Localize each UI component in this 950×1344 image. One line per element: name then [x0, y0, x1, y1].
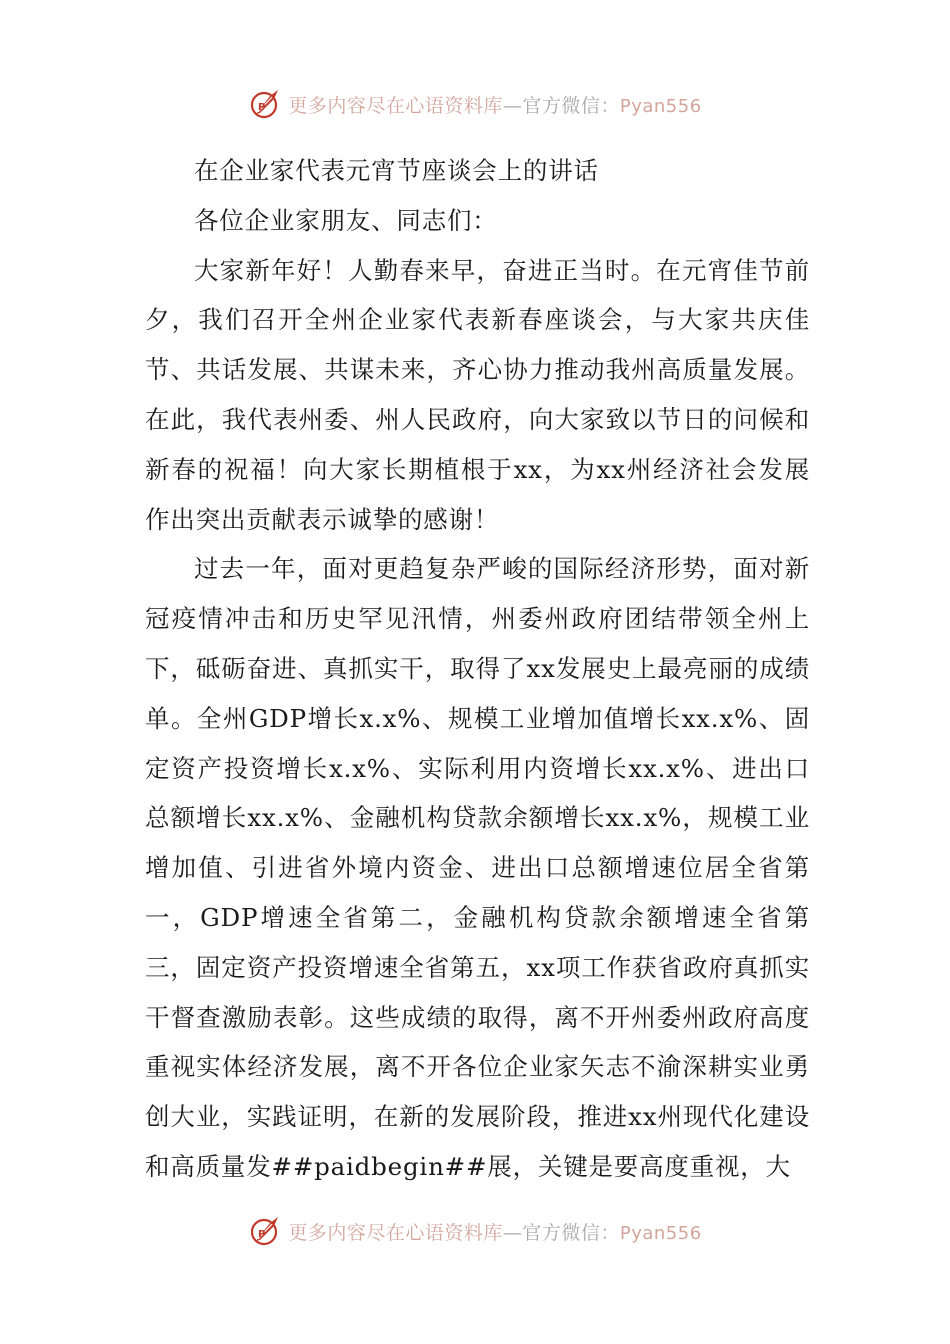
- watermark-label: 官方微信：: [522, 94, 620, 117]
- watermark-separator: —: [502, 94, 523, 117]
- svg-text:P: P: [258, 102, 266, 113]
- quill-pen-logo-icon: [248, 1213, 284, 1249]
- document-salutation: 各位企业家朋友、同志们：: [194, 205, 498, 235]
- watermark-wechat-id: Pyan556: [619, 1222, 702, 1244]
- watermark-text: [288, 1218, 701, 1245]
- quill-pen-logo-icon: [248, 86, 284, 122]
- header-watermark: [0, 84, 950, 124]
- watermark-label: 官方微信：: [522, 1221, 620, 1244]
- footer-watermark: [0, 1211, 950, 1251]
- svg-text:P: P: [258, 1229, 266, 1240]
- document-paragraph: 大家新年好！人勤春来早，奋进正当时。在元宵佳节前夕，我们召开全州企业家代表新春座谈会，与大家共庆佳节、共话发展、共谋未来，齐心协力推动我州高质量发展。在此，我代表州委、州人民政府，向大家致以节日的问候和新春的祝福！向大家长期植根于xx，为xx州经济社会发展作出突出贡献表示诚挚的感谢！: [145, 255, 810, 534]
- document-title: 在企业家代表元宵节座谈会上的讲话: [194, 156, 599, 185]
- document-paragraph: 过去一年，面对更趋复杂严峻的国际经济形势，面对新冠疫情冲击和历史罕见汛情，州委州政府团结带领全州上下，砥砺奋进、真抓实干，取得了xx发展史上最亮丽的成绩单。全州GDP增长x.x%、规模工业增加值增长xx.x%、固定资产投资增长x.x%、实际利用内资增长xx.x%、进出口总额增长xx.x%、金融机构贷款余额增长xx.x%，规模工业增加值、引进省外境内资金、进出口总额增速位居全省第一，GDP增速全省第二，金融机构贷款余额增速全省第三，固定资产投资增速全省第五，xx项工作获省政府真抓实干督查激励表彰。这些成绩的取得，离不开州委州政府高度重视实体经济发展，离不开各位企业家矢志不渝深耕实业勇创大业，实践证明，在新的发展阶段，推进xx州现代化建设和高质量发##paidbegin##展，关键是要高度重视，大: [145, 554, 810, 1181]
- document-body: [145, 146, 810, 1192]
- watermark-wechat-id: Pyan556: [619, 95, 702, 117]
- watermark-separator: —: [502, 1221, 523, 1244]
- watermark-site-text: 更多内容尽在心语资料库: [288, 94, 503, 117]
- watermark-site-text: 更多内容尽在心语资料库: [288, 1221, 503, 1244]
- watermark-text: [288, 91, 701, 118]
